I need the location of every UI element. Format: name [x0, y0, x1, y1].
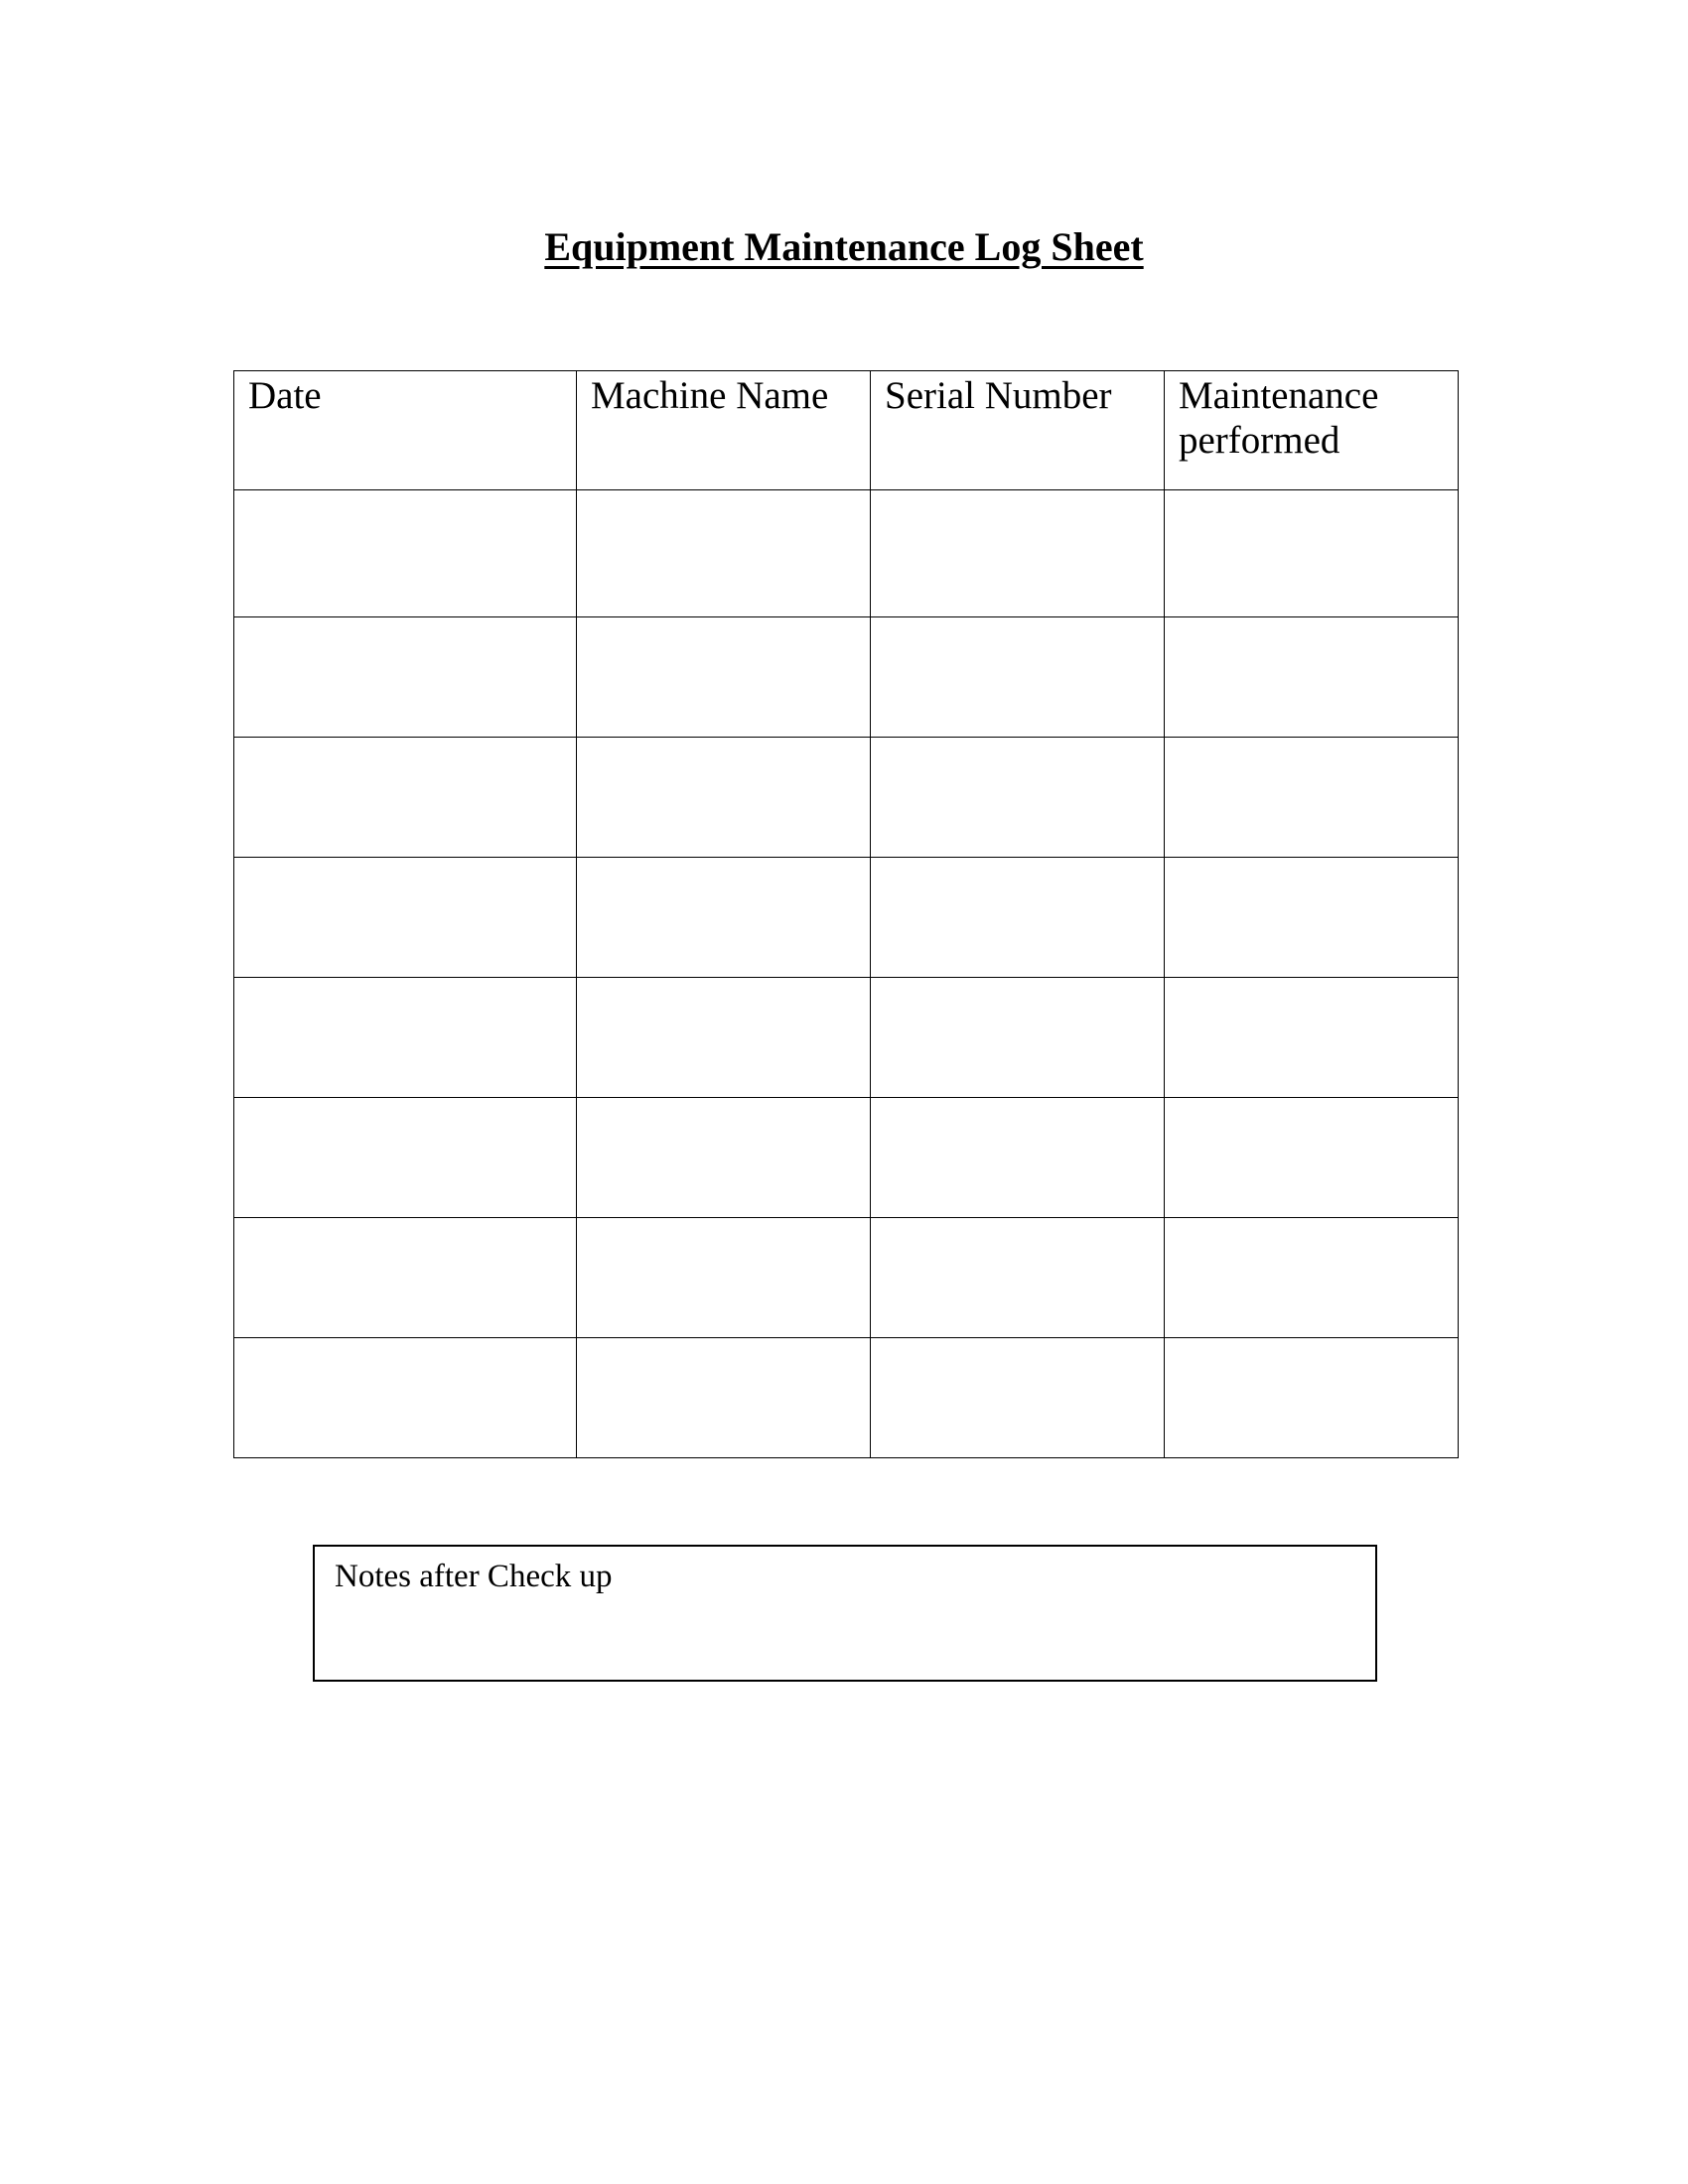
column-header-date: Date [234, 371, 577, 490]
notes-label: Notes after Check up [335, 1559, 613, 1594]
table-row [234, 617, 1459, 738]
serial-number-cell[interactable] [871, 1098, 1165, 1218]
maintenance-performed-cell[interactable] [1165, 490, 1459, 617]
serial-number-cell[interactable] [871, 1338, 1165, 1458]
table-row [234, 858, 1459, 978]
maintenance-performed-cell[interactable] [1165, 1218, 1459, 1338]
maintenance-performed-cell[interactable] [1165, 858, 1459, 978]
date-cell[interactable] [234, 1218, 577, 1338]
maintenance-performed-cell[interactable] [1165, 617, 1459, 738]
page-title-text: Equipment Maintenance Log Sheet [544, 223, 1144, 269]
column-header-serial-number: Serial Number [871, 371, 1165, 490]
notes-box[interactable] [313, 1545, 1377, 1682]
machine-name-cell[interactable] [577, 858, 871, 978]
machine-name-cell[interactable] [577, 1218, 871, 1338]
table-header-row [234, 371, 1459, 490]
date-cell[interactable] [234, 738, 577, 858]
table-row [234, 738, 1459, 858]
machine-name-cell[interactable] [577, 490, 871, 617]
date-cell[interactable] [234, 858, 577, 978]
maintenance-performed-cell[interactable] [1165, 1098, 1459, 1218]
date-cell[interactable] [234, 490, 577, 617]
serial-number-cell[interactable] [871, 978, 1165, 1098]
date-cell[interactable] [234, 1338, 577, 1458]
serial-number-cell[interactable] [871, 858, 1165, 978]
date-cell[interactable] [234, 1098, 577, 1218]
serial-number-cell[interactable] [871, 738, 1165, 858]
maintenance-performed-cell[interactable] [1165, 1338, 1459, 1458]
serial-number-cell[interactable] [871, 490, 1165, 617]
maintenance-performed-cell[interactable] [1165, 978, 1459, 1098]
column-header-machine-name: Machine Name [577, 371, 871, 490]
table-row [234, 978, 1459, 1098]
table-row [234, 1338, 1459, 1458]
serial-number-cell[interactable] [871, 617, 1165, 738]
date-cell[interactable] [234, 617, 577, 738]
machine-name-cell[interactable] [577, 1098, 871, 1218]
column-header-maintenance-performed: Maintenance performed [1165, 371, 1459, 490]
maintenance-performed-cell[interactable] [1165, 738, 1459, 858]
serial-number-cell[interactable] [871, 1218, 1165, 1338]
table-row [234, 1098, 1459, 1218]
page-title [0, 221, 1688, 273]
machine-name-cell[interactable] [577, 617, 871, 738]
date-cell[interactable] [234, 978, 577, 1098]
machine-name-cell[interactable] [577, 1338, 871, 1458]
maintenance-log-table [233, 370, 1459, 1458]
machine-name-cell[interactable] [577, 978, 871, 1098]
table-row [234, 1218, 1459, 1338]
table-row [234, 490, 1459, 617]
machine-name-cell[interactable] [577, 738, 871, 858]
